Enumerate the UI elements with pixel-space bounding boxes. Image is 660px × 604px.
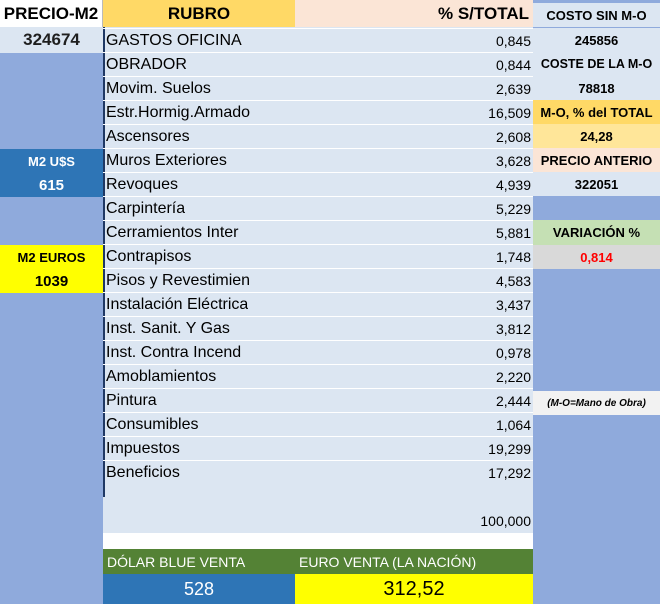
- rubro-name: Amoblamientos: [106, 367, 217, 385]
- rubro-pct-value: 5,229: [495, 200, 531, 217]
- m2-euros-label: M2 EUROS: [0, 245, 103, 269]
- rubro-name: Carpintería: [106, 199, 186, 217]
- total-value: 100,000: [480, 513, 531, 529]
- table-row: [103, 436, 533, 461]
- table-row: [103, 460, 533, 485]
- table-row: [103, 412, 533, 437]
- rubro-name: Cerramientos Inter: [106, 223, 239, 241]
- table-row: [103, 220, 533, 245]
- m2-euros-value: 1039: [0, 269, 103, 293]
- euro-venta-label: EURO VENTA (LA NACIÓN): [295, 549, 533, 574]
- table-row: [103, 196, 533, 221]
- rubro-name: Beneficios: [106, 463, 180, 481]
- costo-sin-mo-label: COSTO SIN M-O: [533, 3, 660, 27]
- rubro-name: Contrapisos: [106, 247, 192, 265]
- rubro-pct-value: 0,845: [495, 32, 531, 49]
- rubro-name: Muros Exteriores: [106, 151, 227, 169]
- variacion-value: 0,814: [533, 245, 660, 269]
- rubro-pct-value: 0,978: [495, 344, 531, 361]
- precio-anterior-value: 322051: [533, 172, 660, 196]
- table-row: [103, 76, 533, 101]
- rubro-name: OBRADOR: [106, 55, 187, 73]
- rubro-pct-value: 17,292: [488, 464, 531, 481]
- pct-total-header: % S/TOTAL: [295, 0, 533, 27]
- left-column-bg: [0, 0, 103, 604]
- rubro-header: RUBRO: [103, 0, 295, 27]
- table-row: [103, 148, 533, 173]
- rubro-name: Instalación Eléctrica: [106, 295, 249, 313]
- rubro-pct-value: 2,608: [495, 128, 531, 145]
- table-row: [103, 28, 533, 53]
- dolar-blue-value: 528: [103, 574, 295, 604]
- rubro-name: Revoques: [106, 175, 179, 193]
- table-row: [103, 292, 533, 317]
- table-row: [103, 388, 533, 413]
- rubro-pct-value: 3,812: [495, 320, 531, 337]
- rubro-name: Movim. Suelos: [106, 79, 211, 97]
- rubro-name: Consumibles: [106, 415, 199, 433]
- table-row: [103, 316, 533, 341]
- table-row: [103, 124, 533, 149]
- m2-usd-value: 615: [0, 173, 103, 197]
- rubro-name: Pintura: [106, 391, 157, 409]
- rubro-pct-value: 3,437: [495, 296, 531, 313]
- table-row: [103, 268, 533, 293]
- rubro-name: Estr.Hormig.Armado: [106, 103, 251, 121]
- table-row: [103, 340, 533, 365]
- rubro-name: Ascensores: [106, 127, 190, 145]
- rubro-pct-value: 0,844: [495, 56, 531, 73]
- table-row: [103, 364, 533, 389]
- coste-mo-label: COSTE DE LA M-O: [533, 52, 660, 76]
- euro-venta-value: 312,52: [295, 574, 533, 604]
- m2-usd-label: M2 U$S: [0, 149, 103, 173]
- rubro-pct-value: 5,881: [495, 224, 531, 241]
- rubro-pct-value: 2,639: [495, 80, 531, 97]
- rubro-name: Impuestos: [106, 439, 180, 457]
- table-row: [103, 52, 533, 77]
- rubro-pct-value: 4,583: [495, 272, 531, 289]
- rubro-name: Inst. Contra Incend: [106, 343, 242, 361]
- table-row: [103, 100, 533, 125]
- precio-m2-value: 324674: [0, 27, 103, 53]
- mo-pct-label: M-O, % del TOTAL: [533, 100, 660, 124]
- rubro-pct-value: 1,748: [495, 248, 531, 265]
- rubro-name: Pisos y Revestimien: [106, 271, 251, 289]
- rubro-pct-value: 2,444: [495, 392, 531, 409]
- precio-anterior-label: PRECIO ANTERIO: [533, 148, 660, 172]
- dolar-blue-label: DÓLAR BLUE VENTA: [103, 549, 295, 574]
- rubro-pct-value: 2,220: [495, 368, 531, 385]
- mo-pct-value: 24,28: [533, 124, 660, 148]
- mano-de-obra-note: (M-O=Mano de Obra): [533, 391, 660, 415]
- rubro-pct-value: 3,628: [495, 152, 531, 169]
- costo-sin-mo-value: 245856: [533, 28, 660, 52]
- precio-m2-label: PRECIO-M2: [0, 0, 103, 27]
- rubro-pct-value: 4,939: [495, 176, 531, 193]
- variacion-label: VARIACIÓN %: [533, 220, 660, 245]
- rubro-name: Inst. Sanit. Y Gas: [106, 319, 230, 337]
- table-row: [103, 244, 533, 269]
- rubro-pct-value: 16,509: [488, 104, 531, 121]
- coste-mo-value: 78818: [533, 76, 660, 100]
- rubro-pct-value: 1,064: [495, 416, 531, 433]
- rubro-name: GASTOS OFICINA: [106, 31, 242, 49]
- rubro-pct-value: 19,299: [488, 440, 531, 457]
- table-row: [103, 172, 533, 197]
